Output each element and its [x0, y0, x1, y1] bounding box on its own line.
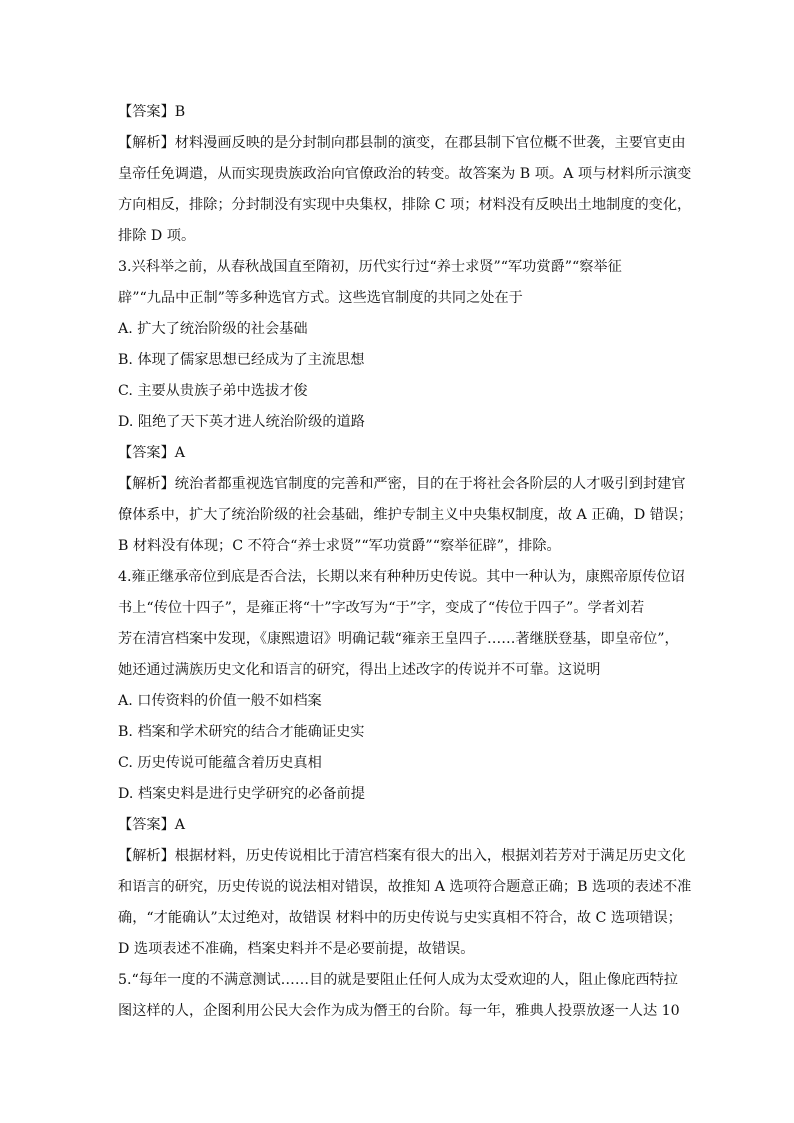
question-4-line-4: 她还通过满族历史文化和语言的研究，得出上述改字的传说并不可靠。这说明: [118, 662, 601, 678]
answer-q3: 【答案】A: [118, 445, 185, 461]
analysis-q2-line-2: 皇帝任免调遣，从而实现贵族政治向官僚政治的转变。故答案为 B 项。A 项与材料所示演变: [118, 166, 692, 182]
analysis-q4-line-1: 【解析】根据材料，历史传说相比于清宫档案有很大的出入，根据刘若芳对于满足历史文化: [118, 848, 686, 864]
analysis-q3-line-1: 【解析】统治者都重视选官制度的完善和严密，目的在于将社会各阶层的人才吸引到封建官: [118, 476, 686, 492]
analysis-q2-line-1: 【解析】材料漫画反映的是分封制向郡县制的演变，在郡县制下官位概不世袭，主要官吏由: [118, 135, 686, 151]
q4-option-b: B. 档案和学术研究的结合才能确证史实: [118, 724, 365, 740]
answer-q4: 【答案】A: [118, 817, 185, 833]
answer-q2: 【答案】B: [118, 104, 186, 120]
analysis-q2-line-3: 方向相反，排除；分封制没有实现中央集权，排除 C 项；材料没有反映出土地制度的变化，: [118, 197, 692, 213]
q3-option-a: A. 扩大了统治阶级的社会基础: [118, 321, 308, 337]
question-4-line-2: 书上“传位十四子”，是雍正将“十”字改写为“于”字，变成了“传位于四子”。学者刘若: [118, 600, 645, 616]
q4-option-a: A. 口传资料的价值一般不如档案: [118, 693, 322, 709]
analysis-q2-line-4: 排除 D 项。: [118, 228, 196, 244]
analysis-q4-line-2: 和语言的研究，历史传说的说法相对错误，故推知 A 选项符合题意正确；B 选项的表述不准: [118, 879, 692, 895]
question-5-line-1: 5.“每年一度的不满意测试……目的就是要阻止任何人成为太受欢迎的人，阻止像庇西特拉: [118, 972, 678, 988]
analysis-q4-line-3: 确，“才能确认”太过绝对，故错误 材料中的历史传说与史实真相不符合，故 C 选项错误；: [118, 910, 682, 926]
question-3-line-1: 3.兴科举之前，从春秋战国直至隋初，历代实行过“养士求贤”“军功赏爵”“察举征: [118, 259, 622, 275]
analysis-q3-line-3: B 材料没有体现；C 不符合“养士求贤”“军功赏爵”“察举征辟”，排除。: [118, 538, 561, 554]
analysis-q4-line-4: D 选项表述不准确，档案史料并不是必要前提，故错误。: [118, 941, 475, 957]
analysis-q3-line-2: 僚体系中，扩大了统治阶级的社会基础，维护专制主义中央集权制度，故 A 正确，D 错误；: [118, 507, 693, 523]
q3-option-c: C. 主要从贵族子弟中选拔才俊: [118, 383, 308, 399]
q3-option-b: B. 体现了儒家思想已经成为了主流思想: [118, 352, 365, 368]
question-3-line-2: 辟”“九品中正制”等多种选官方式。这些选官制度的共同之处在于: [118, 290, 523, 306]
question-5-line-2: 图这样的人，企图利用公民大会作为成为僭王的台阶。每一年，雅典人投票放逐一人达 10: [118, 1003, 680, 1019]
question-4-line-1: 4.雍正继承帝位到底是否合法，长期以来有种种历史传说。其中一种认为，康熙帝原传位诏: [118, 569, 685, 585]
q3-option-d: D. 阻绝了天下英才进人统治阶级的道路: [118, 414, 365, 430]
q4-option-d: D. 档案史料是进行史学研究的必备前提: [118, 786, 365, 802]
question-4-line-3: 芳在清宫档案中发现，《康熙遗诏》明确记载“雍亲王皇四子……著继朕登基，即皇帝位”，: [118, 631, 679, 647]
q4-option-c: C. 历史传说可能蕴含着历史真相: [118, 755, 322, 771]
